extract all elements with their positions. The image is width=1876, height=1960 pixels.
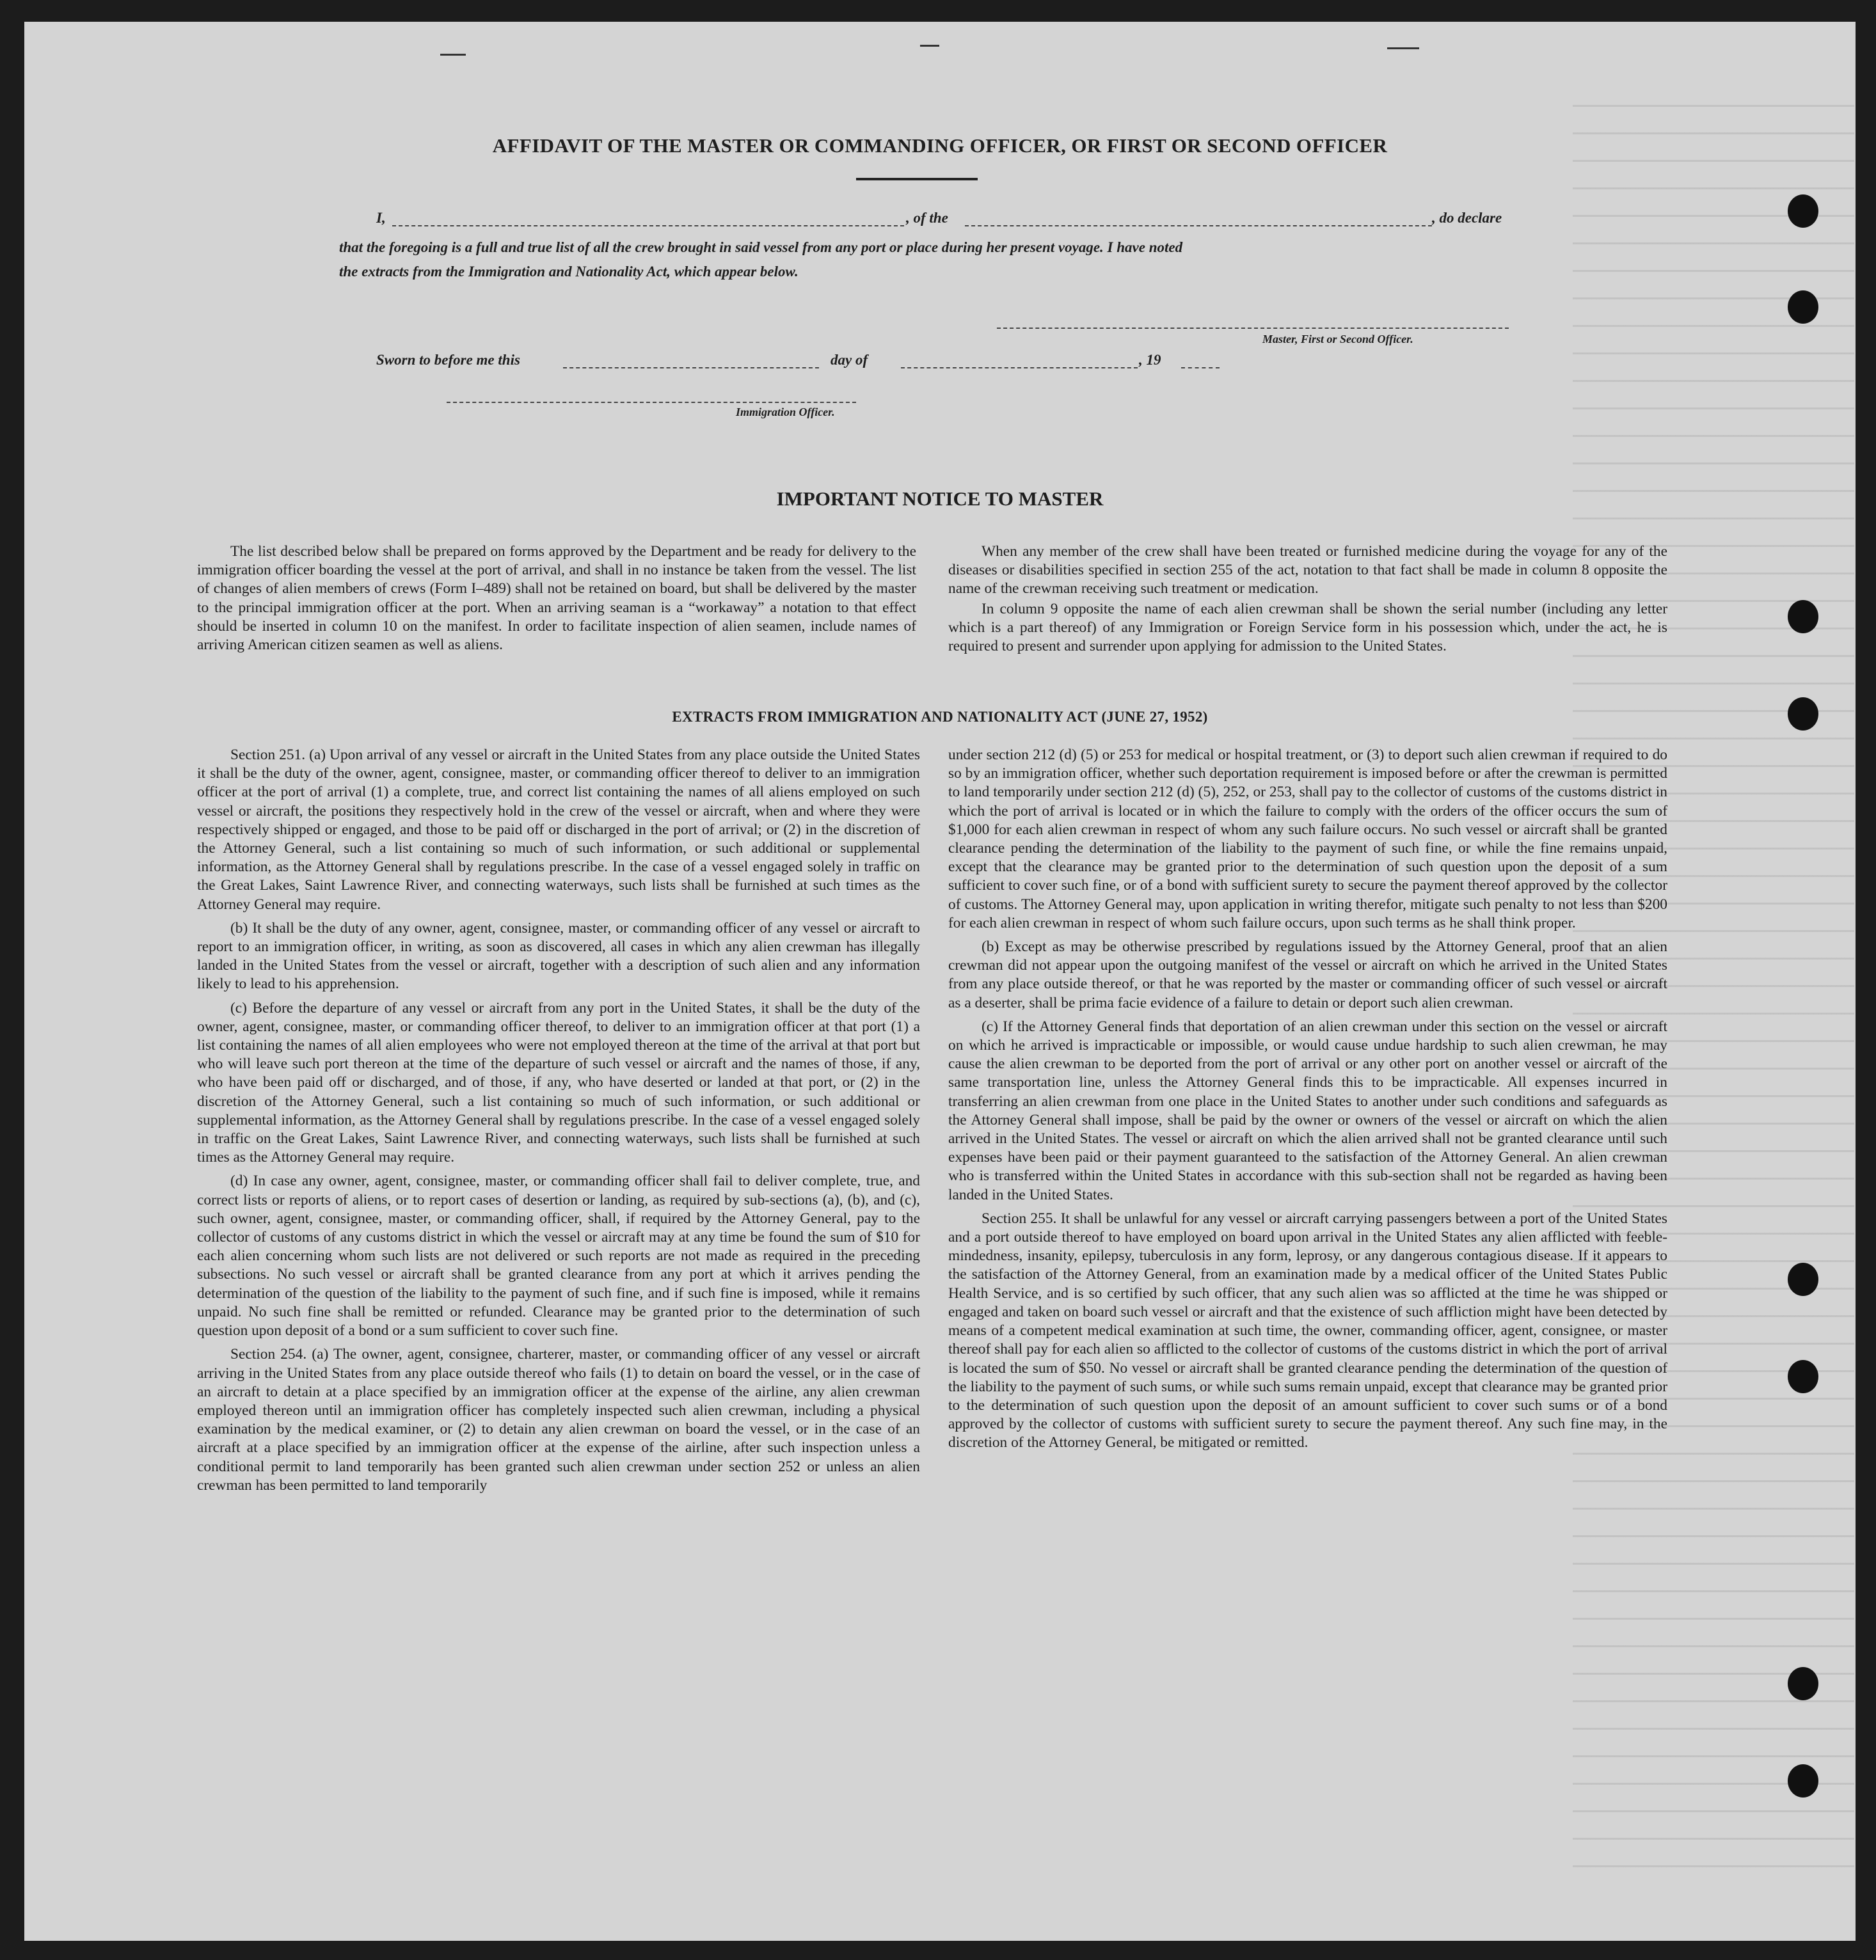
of-the-label: , of the [906, 210, 948, 226]
do-declare-label: , do declare [1432, 210, 1502, 226]
extracts-left-column [197, 746, 920, 1500]
section-251-a: Section 251. (a) Upon arrival of any vessel or aircraft in the United States from any place outside the United States it shall be the duty of the owner, agent, consignee, master, or commanding officer thereof to deliver to an immigration officer at the port of arrival (1) a complete, true, and correct list containing the names of all aliens employed on such vessel or aircraft, the positions they respectively hold in the crew of the vessel or aircraft, when and where they were respectively shipped or engaged, and those to be paid off or discharged in the port of arrival; or (2) in the discretion of the Attorney General, such a list containing so much of such information, or such additional or supplemental information, as the Attorney General shall by regulations prescribe. In the case of a vessel engaged solely in traffic on the Great Lakes, Saint Lawrence River, and connecting waterways, such lists shall be furnished at such times as the Attorney General may require. [197, 747, 920, 913]
punch-hole [1788, 290, 1818, 324]
punch-hole [1788, 1764, 1818, 1798]
year-label: , 19 [1139, 352, 1161, 368]
name-field-line[interactable] [392, 225, 904, 226]
immigration-officer-signature-line[interactable] [447, 402, 856, 403]
affidavit-title: AFFIDAVIT OF THE MASTER OR COMMANDING OFFICER, OR FIRST OR SECOND OFFICER [492, 134, 1388, 157]
section-255: Section 255. It shall be unlawful for any vessel or aircraft carrying passengers between a port of the United States and a port outside thereof to have employed on board upon arrival in the United States any alien afflicted with feeble-mindedness, insanity, epilepsy, tuberculosis in any form, leprosy, or any dangerous contagious disease. If it appears to the satisfaction of the Attorney General, from an examination made by a medical officer of the United States Public Health Service, and is so certified by such officer, that any such alien was so afflicted at the time he was shipped or engaged and taken on board such vessel or aircraft and that the existence of such affliction might have been detected by means of a competent medical examination at such time, the owner, commanding officer, agent, consignee, or master thereof shall pay for each alien so afflicted to the collector of customs of the customs district in which the port of arrival is located the sum of $50. No vessel or aircraft shall be granted clearance pending the determination of the question of the liability to the payment of such sums, or while such sums remain unpaid, except that clearance may be granted prior to the determination of such question upon the deposit of an amount sufficient to cover such sums or of a bond approved by the collector of customs with sufficient surety to secure the payment thereof. Any such fine may, in the discretion of the Attorney General, be mitigated or remitted. [948, 1210, 1667, 1451]
scan-speck [1387, 47, 1419, 49]
sworn-year-line[interactable] [1181, 367, 1220, 368]
punch-hole [1788, 1360, 1818, 1393]
section-251-c: (c) Before the departure of any vessel or aircraft from any port in the United States, it shall be the duty of the owner, agent, consignee, master, or commanding officer thereof, to deliver to an immigration officer at that port (1) a list containing the names of all alien employees who were not employed thereon at the time of the arrival at that port but who will leave such port thereon at the time of the departure of such vessel or aircraft and the names of those, if any, who have been paid off or discharged, and of those, if any, who have deserted or landed at that port, or (2) in the discretion of the Attorney General, such a list containing so much of such information, or such additional or supplemental information, as the Attorney General shall by regulations prescribe. In the case of a vessel engaged solely in traffic on the Great Lakes, Saint Lawrence River, and connecting waterways, such lists shall be furnished at such times as the Attorney General may require. [197, 999, 920, 1166]
punch-hole [1788, 600, 1818, 633]
punch-hole [1788, 1667, 1818, 1700]
sworn-day-line[interactable] [563, 367, 819, 368]
immigration-officer-caption: Immigration Officer. [736, 406, 835, 418]
scan-speck [920, 45, 939, 47]
day-of-label: day of [831, 352, 868, 368]
section-254-a-continued: under section 212 (d) (5) or 253 for medical or hospital treatment, or (3) to deport such alien crewman if required to do so by an immigration officer, whether such deportation requirement is imposed before or after the crewman is permitted to land temporarily under section 212 (d) (5), 252, or 253, shall pay to the collector of customs of the customs district in which the port of arrival is located or in which the failure to comply with the orders of the officer occurs the sum of $1,000 for each alien crewman in respect of whom any such failure occurs. No such vessel or aircraft shall be granted clearance pending the determination of the liability to the payment of such fine, or while the fine remains unpaid, except that the clearance may be granted prior to the determination of such question upon the deposit of a sum sufficient to cover such fine, or of a bond with sufficient surety to secure the payment thereof approved by the collector of customs. The Attorney General may, upon application in writing therefor, mitigate such penalty to not less than $200 for each alien crewman in respect of whom such failure occurs, upon such terms as he shall think proper. [948, 747, 1667, 931]
section-254-c: (c) If the Attorney General finds that deportation of an alien crewman under this section on the vessel or aircraft on which he arrived is impracticable or impossible, or would cause undue hardship to such alien crewman, he may cause the alien crewman to be deported from the port of arrival or any other port on another vessel or aircraft of the same transportation line, unless the Attorney General finds this to be impracticable. All expenses incurred in transferring an alien crewman from one place in the United States to another under such conditions and safeguards as the Attorney General shall impose, shall be paid by the owner or owners of the vessel or aircraft on which the alien arrived in the United States. The vessel or aircraft on which the alien arrived shall not be granted clearance until such expenses have been paid or their payment guaranteed to the satisfaction of the Attorney General. An alien crewman who is transferred within the United States in accordance with this sub-section shall not be regarded as having been landed in the United States. [948, 1018, 1667, 1203]
sworn-month-line[interactable] [901, 367, 1138, 368]
extracts-title: EXTRACTS FROM IMMIGRATION AND NATIONALITY ACT (JUNE 27, 1952) [672, 709, 1208, 725]
notice-paragraph: In column 9 opposite the name of each alien crewman shall be shown the serial number (including any letter which is a part thereof) of any Immigration or Foreign Service form in his possession which, under the act, he is required to present and surrender upon applying for admission to the United States. [948, 600, 1667, 655]
sworn-label: Sworn to before me this [376, 352, 520, 368]
notice-paragraph: When any member of the crew shall have been treated or furnished medicine during the voyage for any of the diseases or disabilities specified in section 255 of the act, notation to that fact shall be made in column 8 opposite the name of the crewman receiving such treatment or medication. [948, 543, 1667, 597]
document-page [24, 22, 1856, 1941]
master-caption: Master, First or Second Officer. [1262, 333, 1413, 345]
section-254-a: Section 254. (a) The owner, agent, consignee, charterer, master, or commanding officer of any vessel or aircraft arriving in the United States from any place outside thereof who fails (1) to detain on board the vessel, or in the case of an aircraft to detain at a place specified by an immigration officer at the expense of the airline, any alien crewman employed thereon until an immigration officer has completely inspected such alien crewman, including a physical examination by the medical examiner, or (2) to detain any alien crewman on board the vessel, or in the case of an aircraft at a place specified by an immigration officer at the expense of the airline, after such inspection unless a conditional permit to land temporarily has been granted such alien crewman under section 252 or unless an alien crewman has been permitted to land temporarily [197, 1346, 920, 1494]
punch-hole [1788, 194, 1818, 228]
notice-left-column [197, 542, 916, 660]
master-signature-line[interactable] [997, 328, 1509, 329]
i-label: I, [376, 210, 386, 226]
affidavit-line-3: the extracts from the Immigration and Nationality Act, which appear below. [339, 264, 799, 280]
title-rule [856, 178, 978, 180]
notice-paragraph: The list described below shall be prepared on forms approved by the Department and be ready for delivery to the immigration officer boarding the vessel at the port of arrival, and shall in no instance be taken from the vessel. The list of changes of alien members of crews (Form I–489) shall not be retained on board, but shall be delivered by the master to the principal immigration officer at the port. When an arriving seaman is a “workaway” a notation to that effect should be inserted in column 10 on the manifest. In order to facilitate inspection of alien seamen, include names of arriving American citizen seamen as well as aliens. [197, 543, 916, 654]
section-254-b: (b) Except as may be otherwise prescribed by regulations issued by the Attorney General, proof that an alien crewman did not appear upon the outgoing manifest of the vessel or aircraft on which he arrived in the United States from any place outside thereof, or that he was reported by the master or commanding officer of such vessel or aircraft as a deserter, shall be prima facie evidence of a failure to detain or deport such alien crewman. [948, 938, 1667, 1011]
notice-title: IMPORTANT NOTICE TO MASTER [776, 487, 1104, 510]
section-251-b: (b) It shall be the duty of any owner, agent, consignee, master, or commanding officer of any vessel or aircraft to report to an immigration officer, in writing, as soon as discovered, all cases in which any alien crewman has illegally landed in the United States from the vessel or aircraft, together with a description of such alien and any information likely to lead to his apprehension. [197, 919, 920, 993]
section-251-d: (d) In case any owner, agent, consignee, master, or commanding officer shall fail to deliver complete, true, and correct lists or reports of aliens, or to report cases of desertion or landing, as required by sub-sections (a), (b), and (c), such owner, agent, consignee, master, or commanding officer, shall, if required by the Attorney General, pay to the collector of customs of any customs district in which the vessel or aircraft may at any time be found the sum of $10 for each alien concerning whom such lists are not delivered or such reports are not made as required in the preceding subsections. No such vessel or aircraft shall be granted clearance from any port at which it arrives pending the determination of the question of the liability to the payment of such fine, and if such fine is imposed, while it remains unpaid. No such fine shall be remitted or refunded. Clearance may be granted prior to the determination of such question upon deposit of a bond or a sum sufficient to cover such fine. [197, 1173, 920, 1340]
vessel-field-line[interactable] [965, 225, 1432, 226]
affidavit-line-2: that the foregoing is a full and true list of all the crew brought in said vessel from any port or place during her present voyage. I have noted [339, 239, 1183, 255]
punch-hole [1788, 1263, 1818, 1296]
notice-right-column [948, 542, 1667, 661]
extracts-right-column [948, 746, 1667, 1458]
scan-speck [440, 54, 466, 56]
